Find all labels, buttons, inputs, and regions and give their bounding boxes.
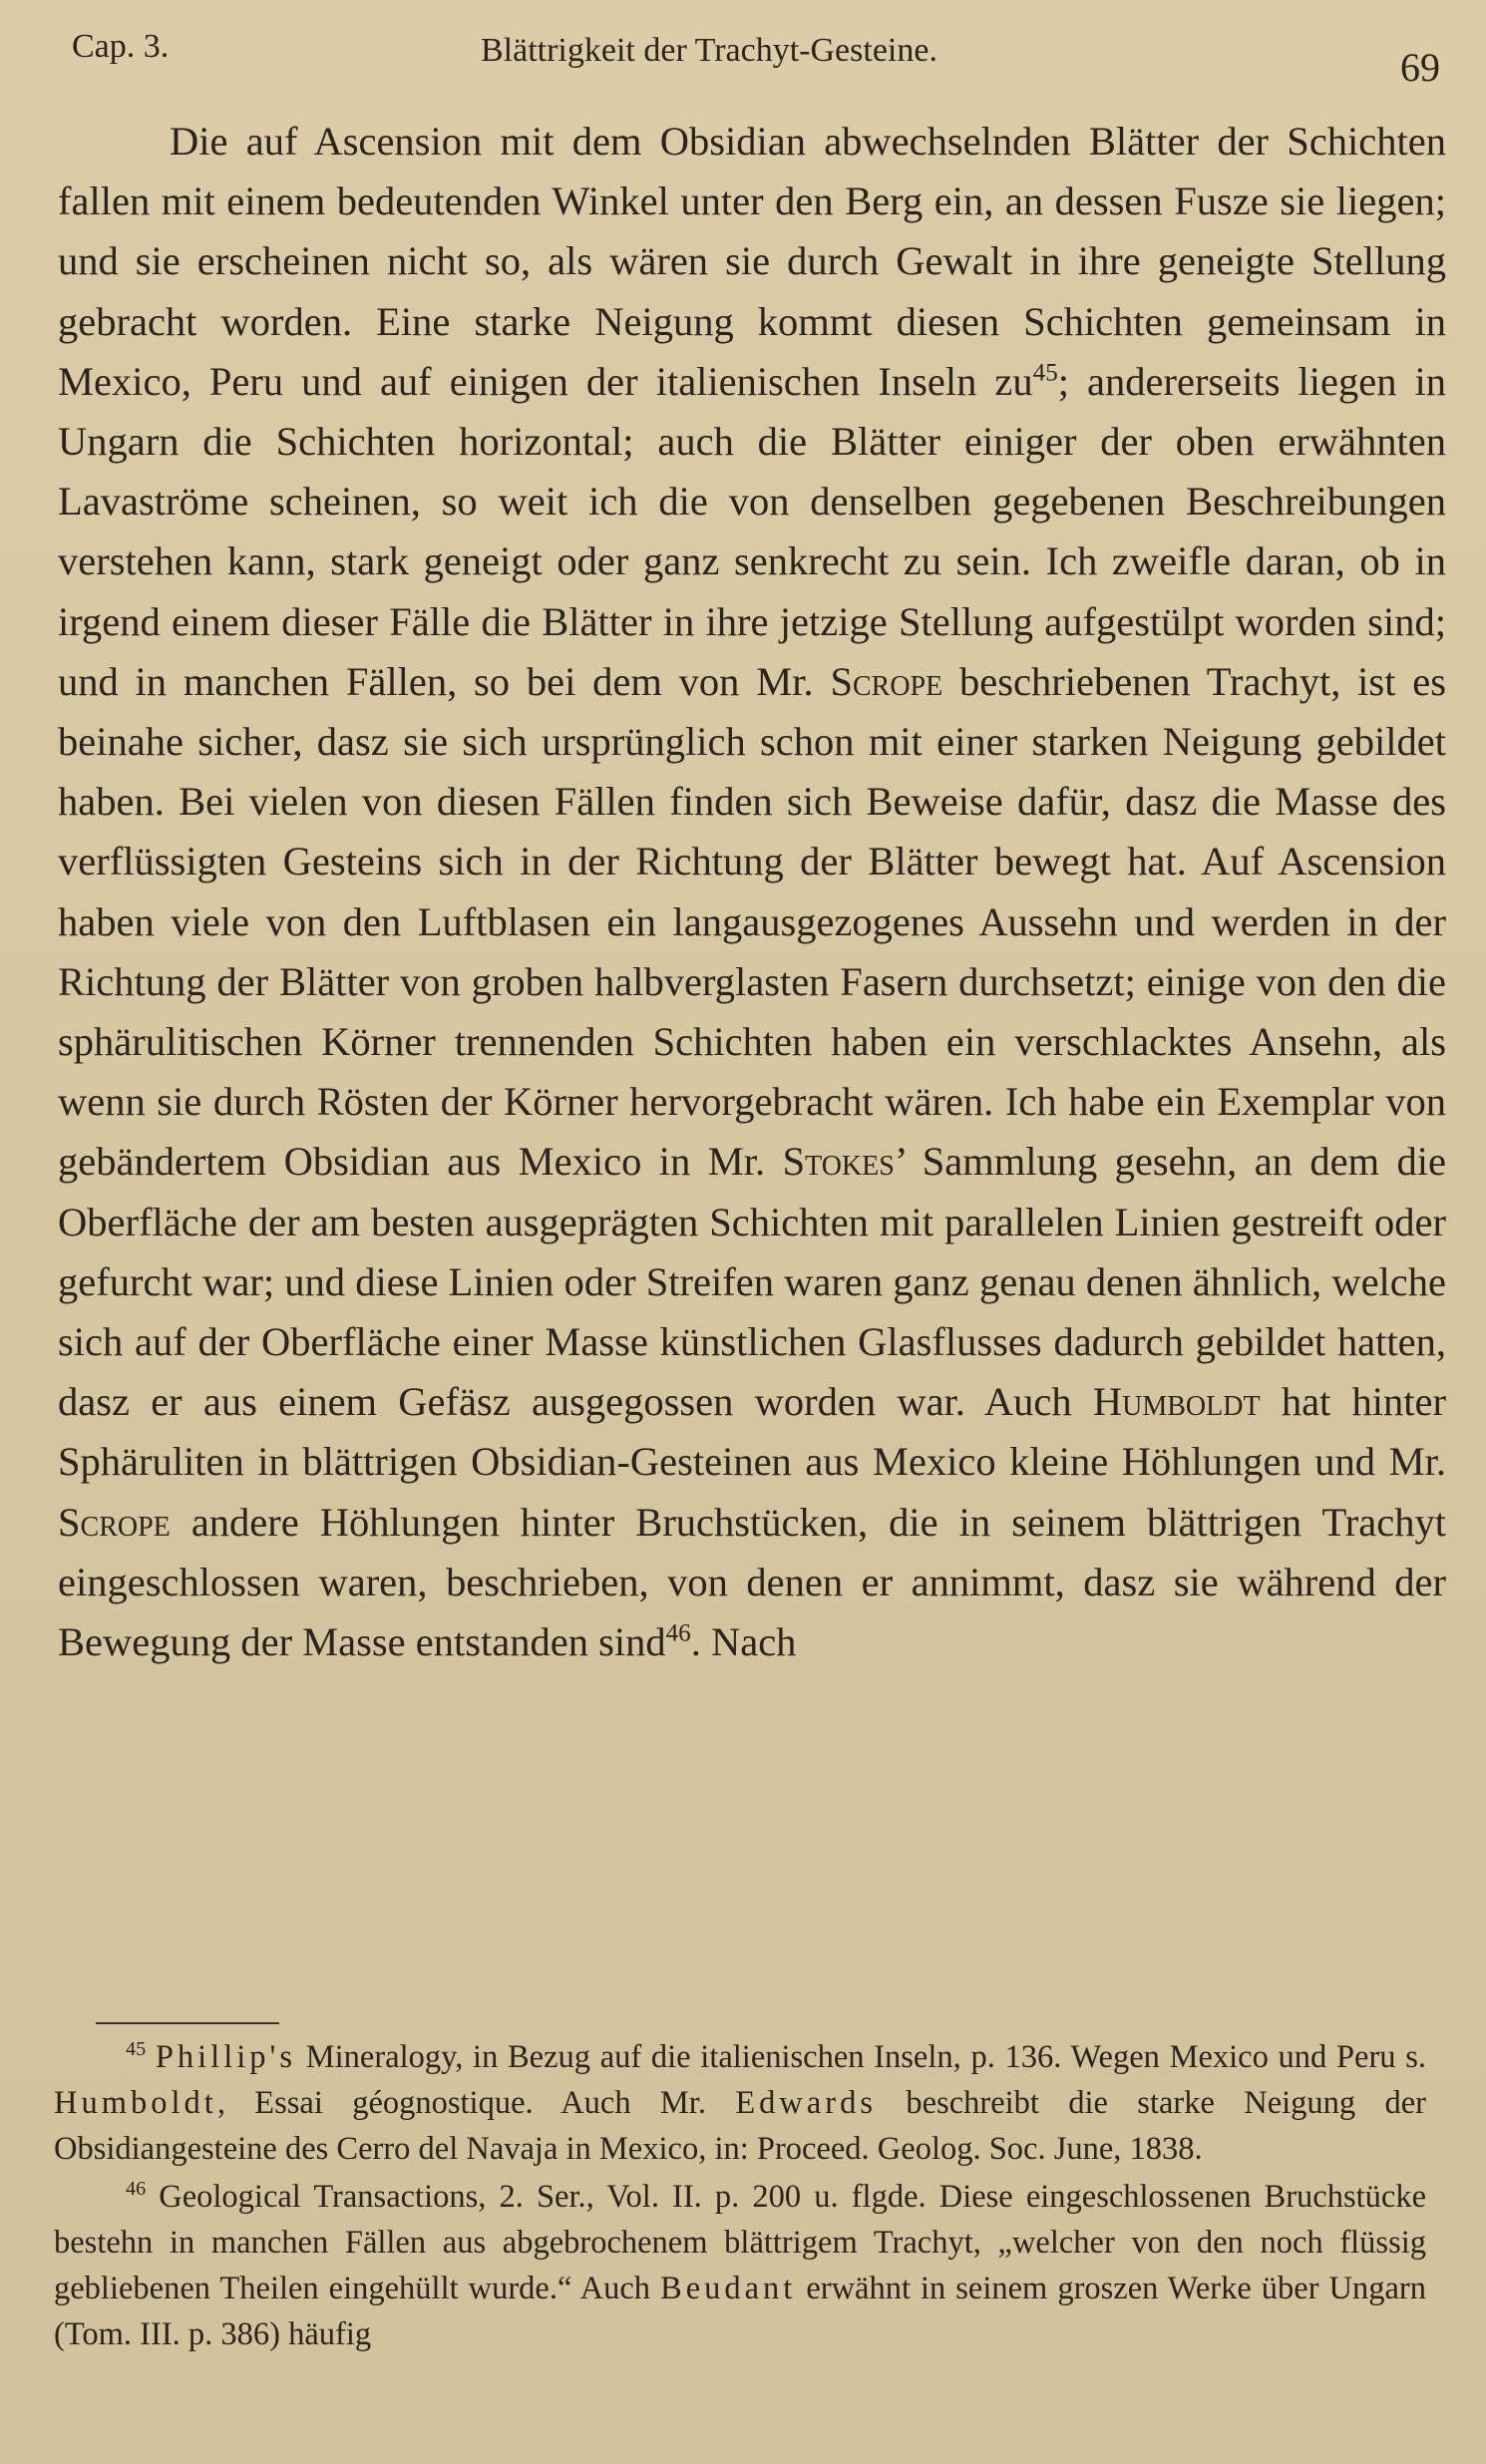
person-name: Humboldt: [1092, 1379, 1261, 1425]
footnote-45: [54, 2034, 1426, 2172]
text-run: Mineralogy, in Bezug auf die italienischen Inseln, p. 136. Wegen Mexico und Peru s.: [305, 2039, 1426, 2075]
body-text: [58, 112, 1446, 1672]
chapter-label: Cap. 3.: [72, 28, 170, 65]
footnote-46: [54, 2174, 1426, 2357]
text-run: . Nach: [690, 1619, 797, 1665]
text-run: Die auf Ascension mit dem Obsidian abwechselnden Blätter der Schichten fallen mit einem bedeutenden Winkel unter den Berg ein, an dessen Fusze sie liegen; und sie erscheinen nicht so, als wären sie durch Gewalt in ihre geneigte Stellung gebracht worden. Eine starke Neigung kommt diesen Schichten gemeinsam in Mexico, Peru und auf einigen der italienischen Inseln zu: [58, 119, 1446, 404]
person-name: Scrope: [58, 1499, 171, 1545]
author-name: Humboldt: [54, 2085, 217, 2121]
page-number: 69: [1400, 45, 1440, 90]
text-run: andere Höhlungen hinter Bruchstücken, die in seinem blättrigen Trachyt eingeschlossen waren, beschrieben, von denen er annimmt, dasz sie während der Bewegung der Masse entstanden sind: [58, 1499, 1447, 1665]
footnote-number: 45: [126, 2038, 147, 2061]
running-header: [72, 28, 1440, 88]
author-name: Beudant: [660, 2271, 797, 2306]
footnote-ref-45: 45: [1032, 359, 1058, 387]
footnote-divider: [96, 2022, 279, 2024]
footnotes: [54, 2034, 1426, 2359]
text-run: erwähnt in seinem groszen Werke über Ungarn (Tom. III. p. 386) häufig: [54, 2271, 1427, 2352]
text-run: beschreibt die starke Neigung der Obsidiangesteine des Cerro del Navaja in Mexico, in: Proceed. Geolog. Soc. June, 1838.: [54, 2085, 1426, 2167]
text-run: beschriebenen Trachyt, ist es beinahe sicher, dasz sie sich ursprünglich schon mit einer starken Neigung gebildet haben. Bei vielen von diesen Fällen finden sich Beweise dafür, dasz die Masse des verflüssigten Gesteins sich in der Richtung der Blätter bewegt hat. Auf Ascension haben viele von den Luftblasen ein langausgezogenes Aussehn und werden in der Richtung der Blätter von groben halbverglasten Fasern durchsetzt; einige von den die sphärulitischen Körner trennenden Schichten haben ein verschlacktes Ansehn, als wenn sie durch Rösten der Körner hervorgebracht wären. Ich habe ein Exemplar von gebändertem Obsidian aus Mexico in Mr.: [58, 658, 1446, 1185]
footnote-ref-46: 46: [665, 1619, 691, 1647]
author-name: Edwards: [735, 2085, 878, 2121]
text-run: ; andererseits liegen in Ungarn die Schichten horizontal; auch die Blätter einiger der oben erwähnten Lavaströme scheinen, so weit ich die von denselben gegebenen Beschreibungen verstehen kann, stark geneigt oder ganz senkrecht zu sein. Ich zweifle daran, ob in irgend einem dieser Fälle die Blätter in ihre jetzige Stellung aufgestülpt worden sind; und in manchen Fällen, so bei dem von Mr.: [58, 358, 1446, 704]
text-run: Geological Transactions, 2. Ser., Vol. II. p. 200 u. flgde. Diese eingeschlossenen Bruchstücke bestehn in manchen Fällen aus abgebrochenem blättrigem Trachyt, „welcher von den noch flüssig gebliebenen Theilen eingehüllt wurde.“ Auch: [54, 2179, 1426, 2306]
person-name: Scrope: [830, 658, 943, 704]
running-title: Blättrigkeit der Trachyt-Gesteine.: [481, 32, 937, 69]
text-run: , Essai géognostique. Auch Mr.: [216, 2085, 706, 2121]
footnote-number: 46: [126, 2178, 147, 2201]
text-run: ’ Sammlung gesehn, an dem die Oberfläche der am besten ausgeprägten Schichten mit parallelen Linien gestreift oder gefurcht war; und diese Linien oder Streifen waren ganz genau denen ähnlich, welche sich auf der Oberfläche einer Masse künstlichen Glasflusses dadurch gebildet hatten, dasz er aus einem Gefäsz ausgegossen worden war. Auch: [58, 1139, 1446, 1425]
text-run: hat hinter Sphäruliten in blättrigen Obsidian-Gesteinen aus Mexico kleine Höhlungen und Mr.: [58, 1379, 1447, 1485]
author-name: Phillip's: [155, 2039, 297, 2075]
person-name: Stokes: [782, 1139, 895, 1185]
paragraph: [58, 112, 1446, 1672]
